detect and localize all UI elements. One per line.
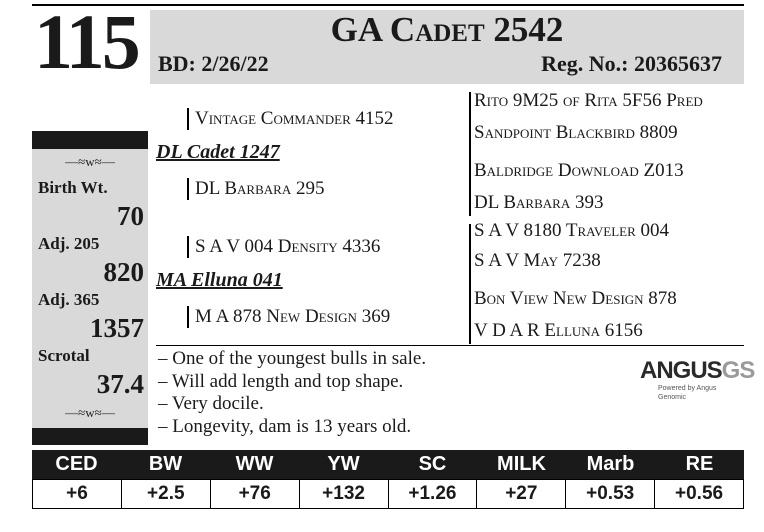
epd-values-row	[32, 479, 744, 509]
epd-header: CED	[55, 453, 98, 475]
epd-value: +6	[33, 480, 122, 508]
sidebar-bottom-band	[32, 428, 148, 445]
epd-header: Marb	[586, 453, 635, 475]
animal-name: GA Cadet 2542	[330, 10, 564, 49]
notes-divider	[156, 345, 744, 346]
great-grandparent: DL Barbara 393	[474, 192, 604, 213]
great-grandparent: S A V May 7238	[474, 250, 601, 271]
measure-label: Scrotal	[38, 346, 90, 365]
logo-text: ANGUS	[640, 357, 722, 384]
sire-name: DL Cadet 1247	[156, 141, 280, 163]
great-grandparent: S A V 8180 Traveler 004	[474, 220, 670, 241]
logo-suffix: GS	[721, 357, 755, 384]
epd-value: +1.26	[389, 480, 478, 508]
granddam-sire-side: DL Barbara 295	[187, 178, 324, 200]
measure-label: Adj. 205	[38, 234, 100, 253]
great-grandparent: V D A R Elluna 6156	[474, 320, 643, 341]
ornament-icon: —≈w≈—	[65, 405, 115, 420]
grandsire-sire-side: Vintage Commander 4152	[187, 108, 394, 130]
epd-header-row	[32, 450, 744, 479]
dam-name: MA Elluna 041	[156, 269, 283, 291]
granddam-dam-side: M A 878 New Design 369	[187, 306, 390, 328]
pedigree-bracket-dam	[469, 224, 471, 344]
measure-value: 37.4	[96, 369, 144, 399]
measure-value: 70	[117, 201, 144, 231]
great-grandparent: Sandpoint Blackbird 8809	[474, 122, 678, 143]
birth-date: BD: 2/26/22	[158, 51, 269, 76]
epd-value: +76	[211, 480, 300, 508]
lot-number: 115	[34, 0, 138, 85]
epd-header: BW	[148, 453, 183, 475]
ornament-icon: —≈w≈—	[65, 154, 115, 169]
epd-value: +2.5	[122, 480, 211, 508]
epd-value: +132	[300, 480, 389, 508]
comment-line: – Will add length and top shape.	[158, 370, 404, 392]
measure-value: 820	[103, 257, 144, 287]
epd-value: +0.53	[566, 480, 655, 508]
epd-header: MILK	[497, 453, 546, 475]
measure-label: Adj. 365	[38, 290, 100, 309]
epd-value: +27	[477, 480, 566, 508]
sidebar-top-band	[32, 131, 148, 149]
pedigree-bracket-sire	[469, 92, 471, 216]
epd-header: RE	[685, 453, 714, 475]
great-grandparent: Rito 9M25 of Rita 5F56 Pred	[474, 90, 703, 111]
measure-value: 1357	[90, 313, 144, 343]
epd-value: +0.56	[675, 483, 724, 504]
epd-header: WW	[235, 453, 274, 475]
angus-gs-logo	[640, 357, 755, 402]
logo-tagline: Powered by Angus Genomic	[658, 385, 717, 401]
great-grandparent: Baldridge Download Z013	[474, 160, 684, 181]
comments	[158, 348, 426, 438]
epd-header: SC	[418, 453, 447, 475]
comment-line: – Very docile.	[158, 393, 264, 414]
registration-number: Reg. No.: 20365637	[541, 51, 722, 76]
top-rule	[32, 4, 744, 6]
measure-label: Birth Wt.	[38, 178, 108, 197]
great-grandparent: Bon View New Design 878	[474, 288, 677, 309]
epd-header: YW	[327, 453, 360, 475]
comment-line: – One of the youngest bulls in sale.	[158, 348, 427, 369]
comment-line: – Longevity, dam is 13 years old.	[158, 415, 412, 437]
grandsire-dam-side: S A V 004 Density 4336	[187, 236, 380, 258]
